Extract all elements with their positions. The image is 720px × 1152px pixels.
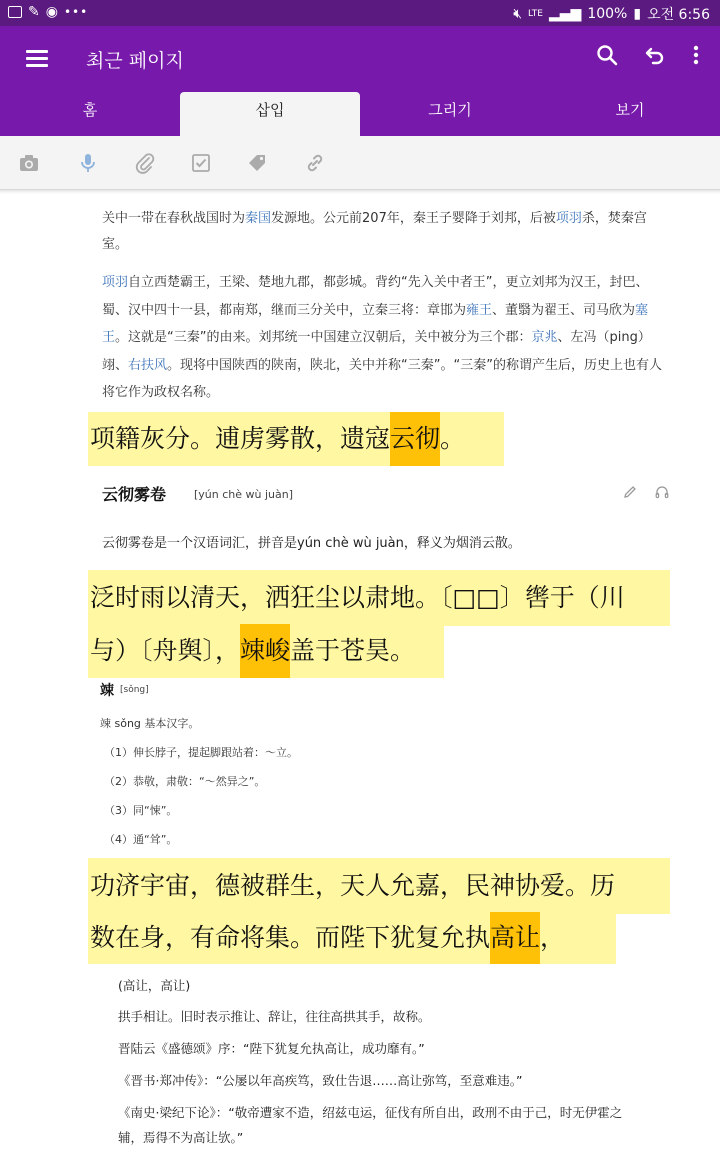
more-notifications-icon: ••• — [63, 5, 89, 19]
link-yong-wang[interactable]: 雍王 — [466, 302, 493, 318]
marked-word: 竦峻 — [240, 624, 290, 678]
term-pinyin: [sǒng] — [120, 685, 149, 695]
brush-icon: ✎ — [28, 4, 40, 20]
text-run: 。 — [440, 424, 466, 453]
link-you-fu-feng[interactable]: 右扶风 — [128, 357, 168, 373]
text-run: 盖于苍昊。 — [290, 636, 416, 665]
eye-icon: ◉ — [45, 4, 58, 20]
text-run: 。现将中国陕西的陕南，陕北，关中并称“三秦”。“三秦”的称谓产生后，历史上也有人将它作为政权名称。 — [102, 357, 662, 400]
ribbon-tabs — [0, 92, 720, 136]
headphones-icon[interactable] — [654, 484, 670, 500]
link-xiang-yu[interactable]: 项羽 — [555, 211, 582, 226]
tag-icon[interactable] — [247, 152, 269, 174]
status-system-icons — [513, 4, 710, 24]
text-run: 杀，焚秦宫室。 — [102, 211, 647, 252]
term-pinyin: [yún chè wù juàn] — [194, 488, 294, 501]
text-run: 。这就是“三秦”的由来。刘邦统一中国建立汉朝后，关中被分为三个郡： — [115, 330, 532, 345]
network-type: LTE — [528, 9, 543, 19]
highlighted-line — [88, 412, 504, 466]
text-run: 发源地。公元前207年，秦王子婴降于刘邦，后被 — [271, 211, 556, 226]
battery-level: 100% — [587, 6, 628, 22]
camera-icon[interactable] — [18, 152, 40, 174]
tab-view[interactable]: 보기 — [615, 101, 645, 119]
more-options-icon[interactable] — [692, 44, 700, 66]
app-bar-actions — [596, 44, 700, 66]
term-heading: 竦 — [100, 683, 114, 699]
highlighted-line — [88, 624, 444, 678]
edit-icon[interactable] — [622, 484, 638, 500]
highlighted-line: 泛时雨以清天，洒狂尘以肃地。〔□□〕辔于（川 — [88, 570, 670, 626]
clock: 오전 6:56 — [647, 7, 710, 23]
term-sense: （4）通“耸”。 — [104, 833, 178, 846]
paragraph-qin — [102, 206, 662, 258]
term-sense: （2）恭敬，肃敬：“～然异之”。 — [104, 775, 266, 788]
highlighted-line: 功济宇宙，德被群生，天人允嘉，民神协爱。历 — [88, 858, 670, 914]
marked-word: 云彻 — [390, 412, 440, 466]
text-run: ， — [540, 923, 566, 952]
note-page[interactable] — [0, 194, 720, 1152]
page-title: 최근 페이지 — [86, 50, 184, 72]
term-heading: 云彻雾卷 — [102, 485, 167, 504]
status-notification-icons — [8, 4, 88, 20]
text-run: 数在身，有命将集。而陛下犹复允执 — [90, 923, 491, 952]
menu-icon[interactable] — [26, 50, 48, 66]
link-icon[interactable] — [304, 152, 326, 174]
text-run: 、左冯（ping）翊、 — [102, 330, 651, 373]
microphone-icon[interactable] — [77, 152, 99, 174]
term-line: 《晋书·郑冲传》：“公屡以年高疾笃，致仕告退……高让弥笃，至意难违。” — [118, 1073, 523, 1088]
paragraph-san-qin — [102, 269, 662, 407]
link-jing-zhao[interactable]: 京兆 — [531, 330, 558, 345]
signal-icon: ▂▄▆ — [549, 6, 582, 22]
marked-word: 高让 — [490, 912, 540, 964]
tab-draw[interactable]: 그리기 — [428, 101, 472, 119]
term-heading: (高让，高让) — [118, 978, 191, 993]
gallery-icon — [8, 6, 22, 18]
text-run: 与）〔舟舆〕， — [90, 636, 241, 665]
text-run: 项籍灰分。逋虏雾散，遗寇 — [90, 424, 391, 453]
link-sai-wang[interactable]: 塞王 — [102, 302, 649, 345]
mute-icon: 🔇︎ — [513, 6, 523, 22]
checkbox-icon[interactable] — [190, 152, 212, 174]
term-line: 辅，焉得不为高让欤。” — [118, 1130, 244, 1145]
search-icon[interactable] — [596, 44, 618, 66]
term-sense: （3）同“悚”。 — [104, 804, 178, 817]
term-definition: 云彻雾卷是一个汉语词汇，拼音是yún chè wù juàn，释义为烟消云散。 — [102, 536, 521, 551]
text-run: 自立西楚霸王，王梁、楚地九郡，都彭城。背约“先入关中者王”，更立刘邦为汉王，封巴、蜀、汉中四十一县，都南郑，继而三分关中，立秦三将：章邯为 — [102, 275, 649, 318]
term-sense: （1）伸长脖子，提起脚跟站着：～立。 — [104, 746, 298, 759]
term-summary: 竦 sǒng 基本汉字。 — [100, 717, 200, 730]
undo-icon[interactable] — [644, 44, 666, 66]
tab-home[interactable]: 홈 — [82, 101, 98, 119]
insert-toolbar — [0, 136, 720, 190]
term-line: 《南史·梁纪下论》：“敬帝遭家不造，绍兹屯运，征伐有所自出，政刑不由于己，时无伊霍之 — [118, 1105, 623, 1120]
term-line: 拱手相让。旧时表示推让、辞让，往往高拱其手，故称。 — [118, 1009, 431, 1024]
app-bar — [0, 26, 720, 92]
highlighted-line — [88, 912, 616, 964]
link-xiang-yu[interactable]: 项羽 — [102, 275, 129, 290]
link-qin-state[interactable]: 秦国 — [245, 211, 272, 226]
term-line: 晋陆云《盛德颂》序：“陛下犹复允执高让，成功靡有。” — [118, 1041, 425, 1056]
status-bar — [0, 0, 720, 26]
battery-icon: ▮ — [633, 6, 642, 22]
text-run: 、董翳为翟王、司马欣为 — [492, 302, 636, 318]
text-run: 关中一带在春秋战国时为 — [102, 211, 246, 226]
attachment-icon[interactable] — [134, 152, 156, 174]
tab-insert[interactable]: 삽입 — [180, 92, 360, 136]
